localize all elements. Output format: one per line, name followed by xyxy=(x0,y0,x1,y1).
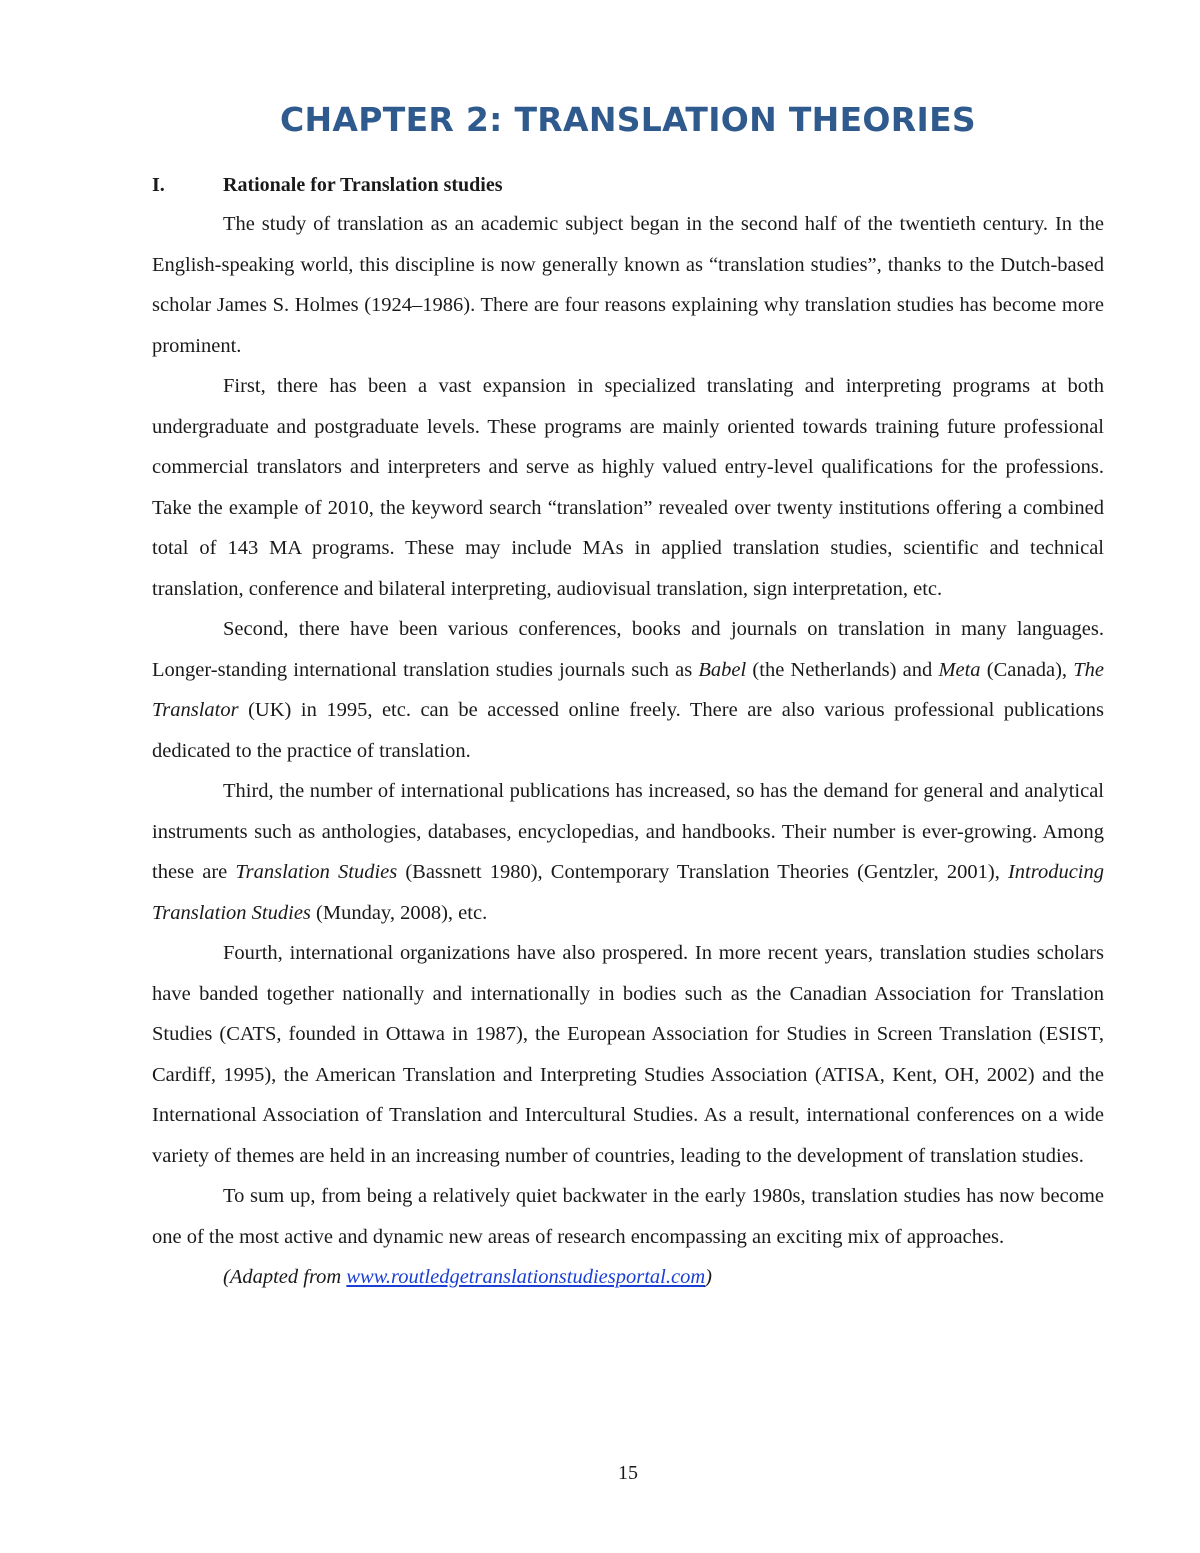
book-title-translation-studies: Translation Studies xyxy=(235,861,398,883)
paragraph-conclusion: To sum up, from being a relatively quiet backwater in the early 1980s, translation studies has now become one of the most active and dynamic new areas of research encompassing an exciting mix of approaches. xyxy=(152,1185,1104,1248)
citation-close-paren: ) xyxy=(705,1266,712,1288)
section-heading xyxy=(152,171,1104,199)
paragraph-third-reason xyxy=(152,771,1104,933)
text-run: Second, there have been various conferences, books and journals on translation in many languages. Longer-standing international translation studies journals such as xyxy=(152,618,1104,681)
text-run: (Bassnett 1980), Contemporary Translation Theories (Gentzler, 2001), xyxy=(397,861,1008,883)
paragraph-second-reason xyxy=(152,609,1104,771)
page-number: 15 xyxy=(618,1462,638,1484)
body-text xyxy=(152,204,1104,1298)
section-number: I. xyxy=(152,174,165,196)
text-run: Third, the number of international publications has increased, so has the demand for general and analytical instruments such as anthologies, databases, encyclopedias, and handbooks. Their number is ever-growing. Among these are xyxy=(152,780,1104,883)
text-run: (UK) in 1995, etc. can be accessed online freely. There are also various professional publications dedicated to the practice of translation. xyxy=(152,699,1104,762)
book-title-introducing: Introducing Translation Studies xyxy=(152,861,1104,924)
section-title: Rationale for Translation studies xyxy=(223,174,503,196)
source-citation xyxy=(152,1257,1104,1298)
chapter-title: CHAPTER 2: TRANSLATION THEORIES xyxy=(280,100,976,139)
text-run: (Canada), xyxy=(980,658,1074,681)
text-run: (the Netherlands) and xyxy=(746,658,939,681)
citation-open-paren: ( xyxy=(223,1266,230,1288)
source-link[interactable]: www.routledgetranslationstudiesportal.com xyxy=(346,1266,706,1288)
paragraph-fourth-reason: Fourth, international organizations have also prospered. In more recent years, translation studies scholars have banded together nationally and internationally in bodies such as the Canadian Association for Translation Studies (CATS, founded in Ottawa in 1987), the European Association for Studies in Screen Translation (ESIST, Cardiff, 1995), the American Translation and Interpreting Studies Association (ATISA, Kent, OH, 2002) and the International Association of Translation and Intercultural Studies. As a result, international conferences on a wide variety of themes are held in an increasing number of countries, leading to the development of translation studies. xyxy=(152,942,1104,1167)
journal-title-meta: Meta xyxy=(938,658,981,681)
document-page xyxy=(152,0,1104,1553)
journal-title-translator: The Translator xyxy=(152,658,1104,721)
citation-prefix: Adapted from xyxy=(229,1266,347,1288)
journal-title-babel: Babel xyxy=(698,658,747,681)
paragraph-first-reason: First, there has been a vast expansion in specialized translating and interpreting programs at both undergraduate and postgraduate levels. These programs are mainly oriented towards training future professional commercial translators and interpreters and serve as highly valued entry-level qualifications for the professions. Take the example of 2010, the keyword search “translation” revealed over twenty institutions offering a combined total of 143 MA programs. These may include MAs in applied translation studies, scientific and technical translation, conference and bilateral interpreting, audiovisual translation, sign interpretation, etc. xyxy=(152,375,1104,600)
text-run: (Munday, 2008), etc. xyxy=(310,901,488,924)
paragraph-intro: The study of translation as an academic subject began in the second half of the twentieth century. In the English-speaking world, this discipline is now generally known as “translation studies”, thanks to the Dutch-based scholar James S. Holmes (1924–1986). There are four reasons explaining why translation studies has become more prominent. xyxy=(152,213,1104,357)
